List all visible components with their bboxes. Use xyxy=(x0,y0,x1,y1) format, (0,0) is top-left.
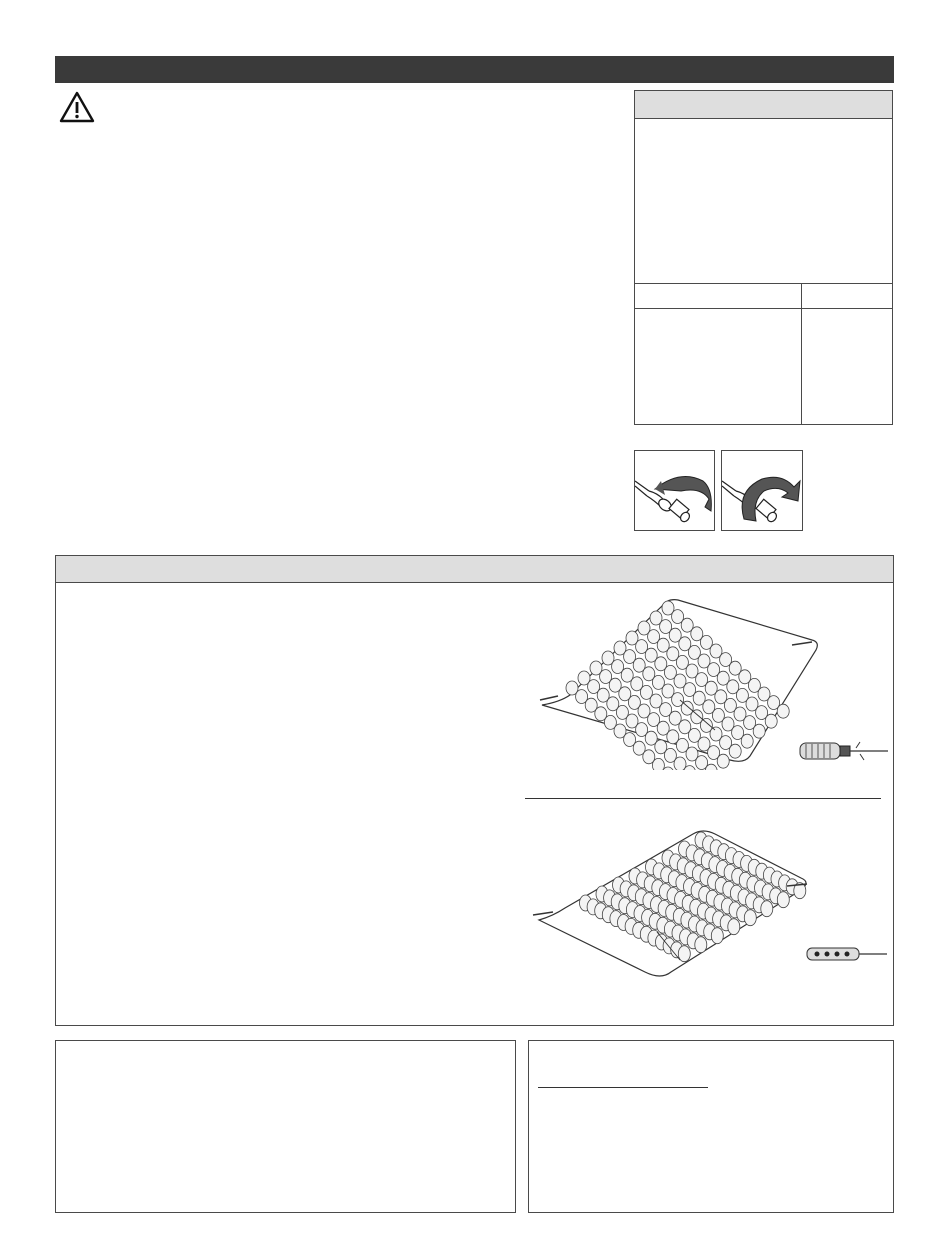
air-cell xyxy=(728,919,740,935)
hand-pump-icon-2 xyxy=(807,948,887,960)
spec-table-header-row xyxy=(635,283,892,309)
air-cell xyxy=(753,724,765,738)
air-cell xyxy=(711,928,723,944)
spec-table-column-divider xyxy=(801,283,802,425)
air-cell xyxy=(695,937,707,953)
top-header-bar xyxy=(55,56,894,83)
bottom-right-box xyxy=(528,1040,894,1213)
hand-pump-icon xyxy=(800,742,888,760)
valve-close-illustration xyxy=(721,450,803,531)
specifications-header xyxy=(635,91,892,119)
figure-divider xyxy=(525,798,881,799)
air-cell xyxy=(777,704,789,718)
air-cell xyxy=(729,744,741,758)
bottom-left-box xyxy=(55,1040,516,1213)
air-cell xyxy=(678,946,690,962)
product-section-header xyxy=(56,556,893,583)
air-cell xyxy=(741,734,753,748)
specifications-box xyxy=(634,90,893,425)
air-cell xyxy=(674,757,686,770)
air-cell xyxy=(777,892,789,908)
air-cell xyxy=(744,910,756,926)
underline-rule xyxy=(538,1087,708,1088)
high-profile-cushion-figure xyxy=(525,820,890,990)
air-cell xyxy=(761,901,773,917)
air-cell xyxy=(717,754,729,768)
air-cell xyxy=(765,714,777,728)
low-profile-cushion-figure xyxy=(530,590,890,770)
warning-triangle-icon xyxy=(58,90,96,124)
air-cell xyxy=(652,758,664,770)
valve-open-illustration xyxy=(634,450,715,531)
